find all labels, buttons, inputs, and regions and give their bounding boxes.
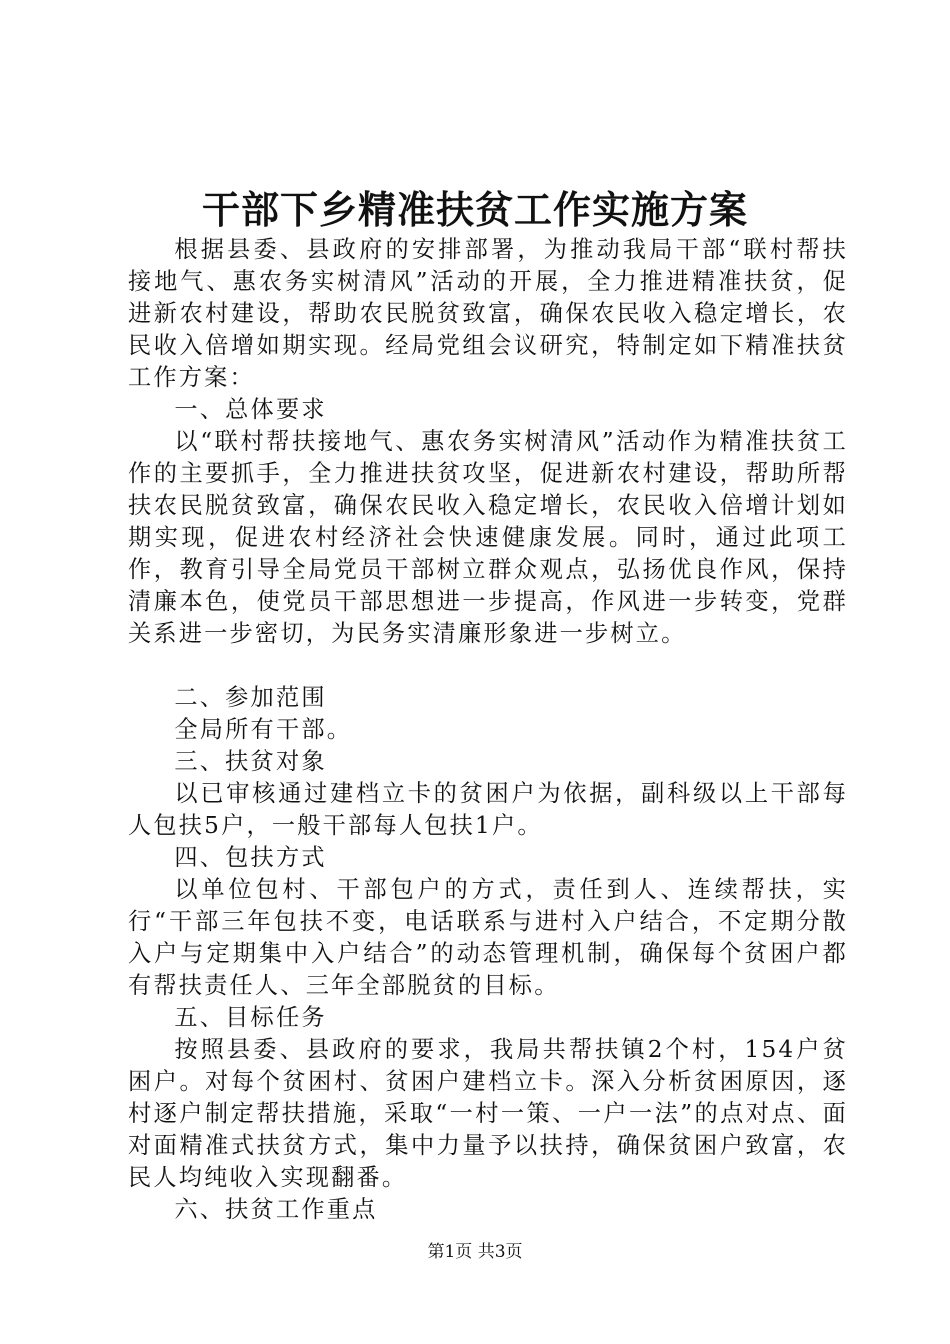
- scope-paragraph: 全局所有干部。: [174, 716, 353, 743]
- section-heading-work-focus: 六、扶贫工作重点: [174, 1196, 378, 1223]
- section-heading-goals-tasks: 五、目标任务: [174, 1004, 327, 1031]
- intro-paragraph: 根据县委、县政府的安排部署，为推动我局干部“联村帮扶接地气、惠农务实树清风”活动的开展，全力推进精准扶贫，促进新农村建设，帮助农民脱贫致富，确保农民收入稳定增长，农民收入倍增如期实现。经局党组会议研究，特制定如下精准扶贫工作方案：: [128, 236, 848, 391]
- targets-paragraph: 以已审核通过建档立卡的贫困户为依据，副科级以上干部每人包扶5户，一般干部每人包扶1户。: [128, 780, 848, 839]
- section-heading-scope: 二、参加范围: [174, 684, 327, 711]
- general-requirements-paragraph: 以“联村帮扶接地气、惠农务实树清风”活动作为精准扶贫工作的主要抓手，全力推进扶贫攻坚，促进新农村建设，帮助所帮扶农民脱贫致富，确保农民收入稳定增长，农民收入倍增计划如期实现，促进农村经济社会快速健康发展。同时，通过此项工作，教育引导全局党员干部树立群众观点，弘扬优良作风，保持清廉本色，使党员干部思想进一步提高，作风进一步转变，党群关系进一步密切，为民务实清廉形象进一步树立。: [128, 428, 848, 647]
- document-body: [128, 234, 848, 1226]
- goals-tasks-paragraph: 按照县委、县政府的要求，我局共帮扶镇2个村，154户贫困户。对每个贫困村、贫困户建档立卡。深入分析贫困原因，逐村逐户制定帮扶措施，采取“一村一策、一户一法”的点对点、面对面精准式扶贫方式，集中力量予以扶持，确保贫困户致富，农民人均纯收入实现翻番。: [128, 1036, 848, 1191]
- section-heading-targets: 三、扶贫对象: [174, 748, 327, 775]
- document-title: 干部下乡精准扶贫工作实施方案: [201, 187, 748, 232]
- section-heading-assistance-method: 四、包扶方式: [174, 844, 327, 871]
- section-heading-general-requirements: 一、总体要求: [174, 396, 327, 423]
- assistance-method-paragraph: 以单位包村、干部包户的方式，责任到人、连续帮扶，实行“干部三年包扶不变，电话联系与进村入户结合，不定期分散入户与定期集中入户结合”的动态管理机制，确保每个贫困户都有帮扶责任人、三年全部脱贫的目标。: [128, 876, 848, 999]
- page-number-footer: 第1页 共3页: [427, 1242, 523, 1262]
- paragraph-spacer: [128, 650, 848, 682]
